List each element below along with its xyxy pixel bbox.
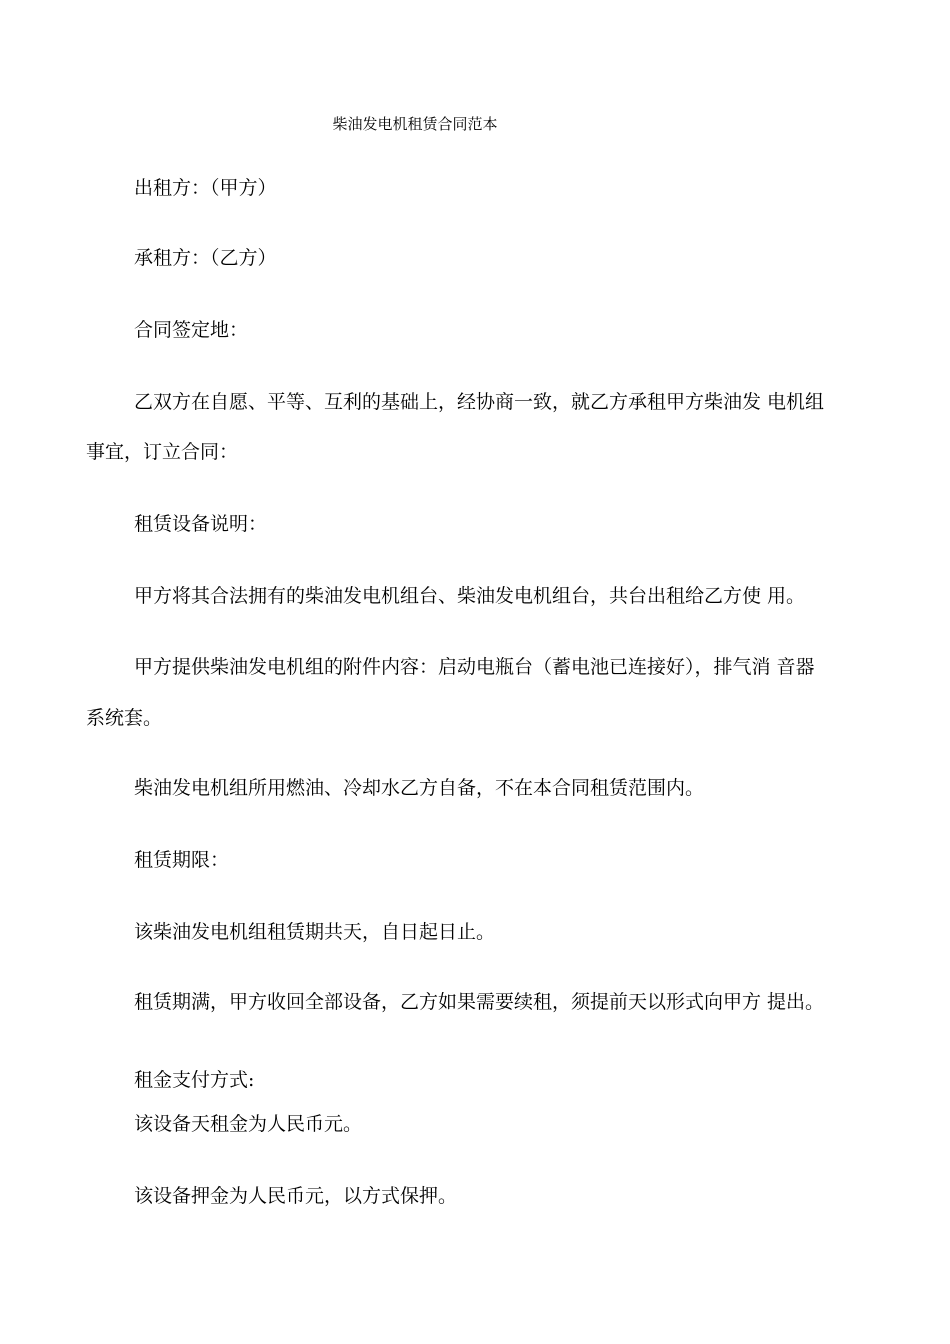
term-heading: 租赁期限： (134, 849, 230, 871)
term-clause-2: 租赁期满，甲方收回全部设备，乙方如果需要续租，须提前天以形式向甲方 提出。 (134, 991, 825, 1013)
equipment-clause-3: 柴油发电机组所用燃油、冷却水乙方自备，不在本合同租赁范围内。 (134, 777, 705, 799)
signing-place-line: 合同签定地： (134, 319, 249, 341)
lessee-line: 承租方：（乙方） (134, 247, 277, 269)
payment-clause-2: 该设备押金为人民币元，以方式保押。 (134, 1185, 458, 1207)
payment-clause-1: 该设备天租金为人民币元。 (134, 1113, 363, 1135)
term-clause-1: 该柴油发电机组租赁期共天，自日起日止。 (134, 921, 496, 943)
equipment-heading: 租赁设备说明： (134, 513, 268, 535)
preamble-line-2: 事宜，订立合同： (86, 441, 239, 463)
payment-heading: 租金支付方式: (134, 1069, 255, 1091)
equipment-clause-2-line-1: 甲方提供柴油发电机组的附件内容：启动电瓶台（蓄电池已连接好），排气消 音器 (134, 656, 815, 678)
preamble-line-1: 乙双方在自愿、平等、互利的基础上，经协商一致，就乙方承租甲方柴油发 电机组 (134, 391, 825, 413)
equipment-clause-2-line-2: 系统套。 (86, 707, 163, 729)
document-title: 柴油发电机租赁合同范本 (332, 115, 498, 133)
equipment-clause-1: 甲方将其合法拥有的柴油发电机组台、柴油发电机组台，共台出租给乙方使 用。 (134, 585, 806, 607)
lessor-line: 出租方：（甲方） (134, 177, 277, 199)
